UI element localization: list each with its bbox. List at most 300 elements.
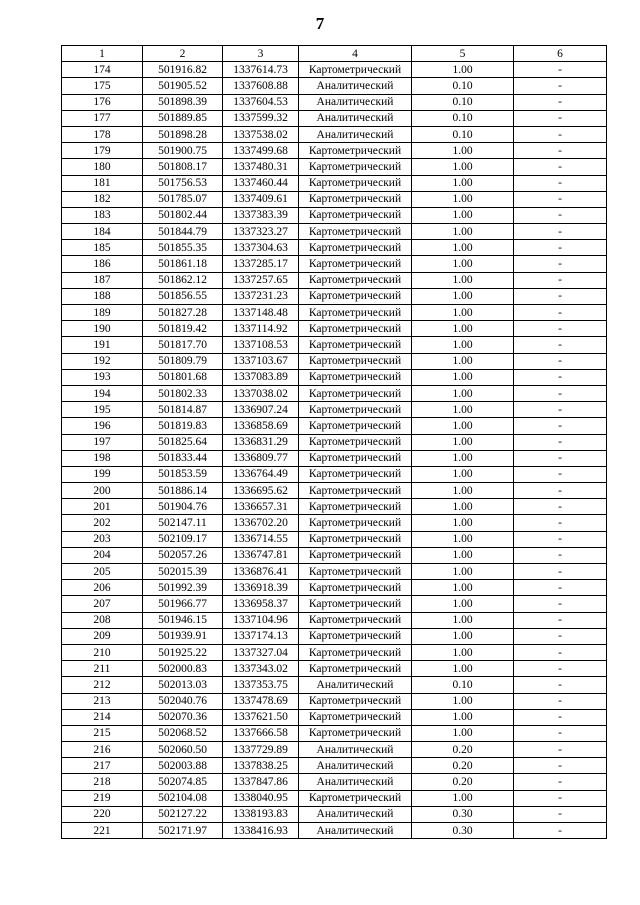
table-row — [62, 385, 607, 401]
point-number-cell: 217 — [62, 758, 143, 774]
accuracy-cell: 1.00 — [412, 143, 514, 159]
accuracy-cell: 1.00 — [412, 790, 514, 806]
x-coordinate-cell: 502013.03 — [143, 677, 223, 693]
method-cell: Картометрический — [299, 580, 412, 596]
y-coordinate-cell: 1337538.02 — [223, 126, 299, 142]
y-coordinate-cell: 1336809.77 — [223, 450, 299, 466]
point-number-cell: 186 — [62, 256, 143, 272]
table-row — [62, 742, 607, 758]
y-coordinate-cell: 1337083.89 — [223, 369, 299, 385]
note-cell: - — [514, 823, 607, 839]
y-coordinate-cell: 1337621.50 — [223, 709, 299, 725]
point-number-cell: 175 — [62, 78, 143, 94]
y-coordinate-cell: 1337383.39 — [223, 207, 299, 223]
method-cell: Картометрический — [299, 369, 412, 385]
method-cell: Картометрический — [299, 515, 412, 531]
table-row — [62, 240, 607, 256]
point-number-cell: 188 — [62, 288, 143, 304]
point-number-cell: 220 — [62, 806, 143, 822]
point-number-cell: 213 — [62, 693, 143, 709]
note-cell: - — [514, 207, 607, 223]
accuracy-cell: 0.30 — [412, 806, 514, 822]
x-coordinate-cell: 501825.64 — [143, 434, 223, 450]
accuracy-cell: 1.00 — [412, 418, 514, 434]
x-coordinate-cell: 501898.28 — [143, 126, 223, 142]
table-row — [62, 725, 607, 741]
x-coordinate-cell: 501814.87 — [143, 402, 223, 418]
point-number-cell: 207 — [62, 596, 143, 612]
y-coordinate-cell: 1336858.69 — [223, 418, 299, 434]
x-coordinate-cell: 501817.70 — [143, 337, 223, 353]
x-coordinate-cell: 502057.26 — [143, 547, 223, 563]
point-number-cell: 202 — [62, 515, 143, 531]
note-cell: - — [514, 709, 607, 725]
y-coordinate-cell: 1338193.83 — [223, 806, 299, 822]
x-coordinate-cell: 502040.76 — [143, 693, 223, 709]
table-row — [62, 450, 607, 466]
column-header: 2 — [143, 46, 223, 62]
note-cell: - — [514, 725, 607, 741]
point-number-cell: 181 — [62, 175, 143, 191]
method-cell: Картометрический — [299, 596, 412, 612]
column-header: 5 — [412, 46, 514, 62]
x-coordinate-cell: 501855.35 — [143, 240, 223, 256]
x-coordinate-cell: 502171.97 — [143, 823, 223, 839]
x-coordinate-cell: 501801.68 — [143, 369, 223, 385]
point-number-cell: 212 — [62, 677, 143, 693]
accuracy-cell: 1.00 — [412, 207, 514, 223]
x-coordinate-cell: 501808.17 — [143, 159, 223, 175]
table-row — [62, 774, 607, 790]
accuracy-cell: 1.00 — [412, 450, 514, 466]
y-coordinate-cell: 1336695.62 — [223, 483, 299, 499]
accuracy-cell: 1.00 — [412, 321, 514, 337]
accuracy-cell: 1.00 — [412, 483, 514, 499]
note-cell: - — [514, 94, 607, 110]
note-cell: - — [514, 369, 607, 385]
accuracy-cell: 1.00 — [412, 709, 514, 725]
accuracy-cell: 1.00 — [412, 159, 514, 175]
method-cell: Картометрический — [299, 466, 412, 482]
note-cell: - — [514, 272, 607, 288]
accuracy-cell: 1.00 — [412, 191, 514, 207]
method-cell: Картометрический — [299, 661, 412, 677]
y-coordinate-cell: 1338416.93 — [223, 823, 299, 839]
x-coordinate-cell: 501785.07 — [143, 191, 223, 207]
y-coordinate-cell: 1337608.88 — [223, 78, 299, 94]
x-coordinate-cell: 501853.59 — [143, 466, 223, 482]
x-coordinate-cell: 501946.15 — [143, 612, 223, 628]
note-cell: - — [514, 256, 607, 272]
note-cell: - — [514, 110, 607, 126]
table-row — [62, 564, 607, 580]
point-number-cell: 216 — [62, 742, 143, 758]
y-coordinate-cell: 1337231.23 — [223, 288, 299, 304]
y-coordinate-cell: 1336747.81 — [223, 547, 299, 563]
accuracy-cell: 0.20 — [412, 758, 514, 774]
x-coordinate-cell: 501886.14 — [143, 483, 223, 499]
note-cell: - — [514, 353, 607, 369]
table-row — [62, 159, 607, 175]
point-number-cell: 214 — [62, 709, 143, 725]
table-row — [62, 790, 607, 806]
point-number-cell: 193 — [62, 369, 143, 385]
point-number-cell: 196 — [62, 418, 143, 434]
x-coordinate-cell: 501939.91 — [143, 628, 223, 644]
accuracy-cell: 1.00 — [412, 531, 514, 547]
table-row — [62, 466, 607, 482]
x-coordinate-cell: 501833.44 — [143, 450, 223, 466]
method-cell: Картометрический — [299, 62, 412, 78]
method-cell: Аналитический — [299, 806, 412, 822]
x-coordinate-cell: 501802.33 — [143, 385, 223, 401]
method-cell: Картометрический — [299, 288, 412, 304]
note-cell: - — [514, 466, 607, 482]
point-number-cell: 185 — [62, 240, 143, 256]
point-number-cell: 192 — [62, 353, 143, 369]
note-cell: - — [514, 337, 607, 353]
method-cell: Картометрический — [299, 159, 412, 175]
method-cell: Картометрический — [299, 337, 412, 353]
method-cell: Картометрический — [299, 272, 412, 288]
x-coordinate-cell: 502070.36 — [143, 709, 223, 725]
method-cell: Картометрический — [299, 499, 412, 515]
method-cell: Аналитический — [299, 677, 412, 693]
method-cell: Картометрический — [299, 612, 412, 628]
y-coordinate-cell: 1337460.44 — [223, 175, 299, 191]
accuracy-cell: 1.00 — [412, 580, 514, 596]
y-coordinate-cell: 1336764.49 — [223, 466, 299, 482]
accuracy-cell: 1.00 — [412, 466, 514, 482]
y-coordinate-cell: 1336714.55 — [223, 531, 299, 547]
note-cell: - — [514, 806, 607, 822]
note-cell: - — [514, 62, 607, 78]
note-cell: - — [514, 790, 607, 806]
note-cell: - — [514, 385, 607, 401]
y-coordinate-cell: 1337847.86 — [223, 774, 299, 790]
note-cell: - — [514, 564, 607, 580]
table-row — [62, 596, 607, 612]
method-cell: Картометрический — [299, 564, 412, 580]
table-row — [62, 321, 607, 337]
note-cell: - — [514, 774, 607, 790]
point-number-cell: 211 — [62, 661, 143, 677]
x-coordinate-cell: 501904.76 — [143, 499, 223, 515]
table-row — [62, 224, 607, 240]
note-cell: - — [514, 531, 607, 547]
note-cell: - — [514, 483, 607, 499]
method-cell: Картометрический — [299, 175, 412, 191]
note-cell: - — [514, 240, 607, 256]
accuracy-cell: 1.00 — [412, 272, 514, 288]
note-cell: - — [514, 596, 607, 612]
x-coordinate-cell: 501802.44 — [143, 207, 223, 223]
method-cell: Картометрический — [299, 224, 412, 240]
y-coordinate-cell: 1337114.92 — [223, 321, 299, 337]
method-cell: Картометрический — [299, 418, 412, 434]
x-coordinate-cell: 501925.22 — [143, 644, 223, 660]
accuracy-cell: 1.00 — [412, 385, 514, 401]
column-header: 6 — [514, 46, 607, 62]
point-number-cell: 208 — [62, 612, 143, 628]
table-row — [62, 175, 607, 191]
note-cell: - — [514, 191, 607, 207]
table-row — [62, 580, 607, 596]
x-coordinate-cell: 501916.82 — [143, 62, 223, 78]
y-coordinate-cell: 1337353.75 — [223, 677, 299, 693]
accuracy-cell: 1.00 — [412, 402, 514, 418]
note-cell: - — [514, 580, 607, 596]
method-cell: Аналитический — [299, 823, 412, 839]
y-coordinate-cell: 1337729.89 — [223, 742, 299, 758]
point-number-cell: 174 — [62, 62, 143, 78]
accuracy-cell: 1.00 — [412, 256, 514, 272]
note-cell: - — [514, 547, 607, 563]
x-coordinate-cell: 501809.79 — [143, 353, 223, 369]
method-cell: Картометрический — [299, 240, 412, 256]
method-cell: Картометрический — [299, 385, 412, 401]
method-cell: Картометрический — [299, 483, 412, 499]
point-number-cell: 191 — [62, 337, 143, 353]
accuracy-cell: 1.00 — [412, 564, 514, 580]
method-cell: Картометрический — [299, 191, 412, 207]
table-row — [62, 78, 607, 94]
note-cell: - — [514, 742, 607, 758]
table-row — [62, 547, 607, 563]
table-row — [62, 126, 607, 142]
point-number-cell: 215 — [62, 725, 143, 741]
accuracy-cell: 1.00 — [412, 240, 514, 256]
table-row — [62, 644, 607, 660]
point-number-cell: 204 — [62, 547, 143, 563]
point-number-cell: 200 — [62, 483, 143, 499]
y-coordinate-cell: 1337478.69 — [223, 693, 299, 709]
point-number-cell: 221 — [62, 823, 143, 839]
y-coordinate-cell: 1337327.04 — [223, 644, 299, 660]
table-row — [62, 709, 607, 725]
point-number-cell: 176 — [62, 94, 143, 110]
x-coordinate-cell: 502147.11 — [143, 515, 223, 531]
y-coordinate-cell: 1336907.24 — [223, 402, 299, 418]
table-row — [62, 661, 607, 677]
table-row — [62, 94, 607, 110]
method-cell: Аналитический — [299, 78, 412, 94]
accuracy-cell: 1.00 — [412, 628, 514, 644]
accuracy-cell: 1.00 — [412, 499, 514, 515]
point-number-cell: 198 — [62, 450, 143, 466]
table-row — [62, 62, 607, 78]
y-coordinate-cell: 1336702.20 — [223, 515, 299, 531]
table-row — [62, 288, 607, 304]
accuracy-cell: 1.00 — [412, 305, 514, 321]
note-cell: - — [514, 612, 607, 628]
point-number-cell: 187 — [62, 272, 143, 288]
accuracy-cell: 1.00 — [412, 353, 514, 369]
note-cell: - — [514, 628, 607, 644]
note-cell: - — [514, 126, 607, 142]
table-row — [62, 758, 607, 774]
x-coordinate-cell: 501756.53 — [143, 175, 223, 191]
y-coordinate-cell: 1337480.31 — [223, 159, 299, 175]
x-coordinate-cell: 502068.52 — [143, 725, 223, 741]
table-row — [62, 515, 607, 531]
table-row — [62, 806, 607, 822]
y-coordinate-cell: 1337148.48 — [223, 305, 299, 321]
y-coordinate-cell: 1337103.67 — [223, 353, 299, 369]
y-coordinate-cell: 1337599.32 — [223, 110, 299, 126]
method-cell: Картометрический — [299, 256, 412, 272]
table-row — [62, 305, 607, 321]
accuracy-cell: 1.00 — [412, 596, 514, 612]
note-cell: - — [514, 402, 607, 418]
table-row — [62, 418, 607, 434]
accuracy-cell: 0.20 — [412, 774, 514, 790]
point-number-cell: 182 — [62, 191, 143, 207]
y-coordinate-cell: 1337285.17 — [223, 256, 299, 272]
method-cell: Картометрический — [299, 790, 412, 806]
point-number-cell: 197 — [62, 434, 143, 450]
point-number-cell: 190 — [62, 321, 143, 337]
y-coordinate-cell: 1337666.58 — [223, 725, 299, 741]
accuracy-cell: 1.00 — [412, 644, 514, 660]
y-coordinate-cell: 1337409.61 — [223, 191, 299, 207]
y-coordinate-cell: 1337343.02 — [223, 661, 299, 677]
x-coordinate-cell: 501861.18 — [143, 256, 223, 272]
accuracy-cell: 1.00 — [412, 661, 514, 677]
point-number-cell: 184 — [62, 224, 143, 240]
table-row — [62, 402, 607, 418]
table-row — [62, 272, 607, 288]
x-coordinate-cell: 501844.79 — [143, 224, 223, 240]
y-coordinate-cell: 1337304.63 — [223, 240, 299, 256]
accuracy-cell: 1.00 — [412, 434, 514, 450]
x-coordinate-cell: 501819.42 — [143, 321, 223, 337]
note-cell: - — [514, 677, 607, 693]
table-row — [62, 531, 607, 547]
y-coordinate-cell: 1337108.53 — [223, 337, 299, 353]
accuracy-cell: 0.10 — [412, 78, 514, 94]
point-number-cell: 179 — [62, 143, 143, 159]
x-coordinate-cell: 502074.85 — [143, 774, 223, 790]
y-coordinate-cell: 1336657.31 — [223, 499, 299, 515]
method-cell: Картометрический — [299, 644, 412, 660]
y-coordinate-cell: 1336918.39 — [223, 580, 299, 596]
point-number-cell: 206 — [62, 580, 143, 596]
accuracy-cell: 1.00 — [412, 612, 514, 628]
x-coordinate-cell: 501992.39 — [143, 580, 223, 596]
accuracy-cell: 0.10 — [412, 126, 514, 142]
y-coordinate-cell: 1337838.25 — [223, 758, 299, 774]
table-row — [62, 483, 607, 499]
column-header: 3 — [223, 46, 299, 62]
x-coordinate-cell: 502060.50 — [143, 742, 223, 758]
x-coordinate-cell: 502000.83 — [143, 661, 223, 677]
y-coordinate-cell: 1337499.68 — [223, 143, 299, 159]
y-coordinate-cell: 1337174.13 — [223, 628, 299, 644]
x-coordinate-cell: 502003.88 — [143, 758, 223, 774]
point-number-cell: 219 — [62, 790, 143, 806]
accuracy-cell: 0.10 — [412, 110, 514, 126]
accuracy-cell: 1.00 — [412, 369, 514, 385]
x-coordinate-cell: 501827.28 — [143, 305, 223, 321]
note-cell: - — [514, 644, 607, 660]
point-number-cell: 218 — [62, 774, 143, 790]
y-coordinate-cell: 1337038.02 — [223, 385, 299, 401]
x-coordinate-cell: 501862.12 — [143, 272, 223, 288]
point-number-cell: 180 — [62, 159, 143, 175]
note-cell: - — [514, 661, 607, 677]
accuracy-cell: 0.10 — [412, 677, 514, 693]
coordinates-table — [61, 45, 607, 839]
note-cell: - — [514, 450, 607, 466]
method-cell: Картометрический — [299, 709, 412, 725]
table-row — [62, 369, 607, 385]
point-number-cell: 189 — [62, 305, 143, 321]
accuracy-cell: 0.20 — [412, 742, 514, 758]
method-cell: Картометрический — [299, 628, 412, 644]
x-coordinate-cell: 501819.83 — [143, 418, 223, 434]
point-number-cell: 201 — [62, 499, 143, 515]
point-number-cell: 210 — [62, 644, 143, 660]
y-coordinate-cell: 1337323.27 — [223, 224, 299, 240]
table-row — [62, 353, 607, 369]
table-row — [62, 207, 607, 223]
accuracy-cell: 1.00 — [412, 175, 514, 191]
method-cell: Картометрический — [299, 305, 412, 321]
table-row — [62, 434, 607, 450]
method-cell: Картометрический — [299, 693, 412, 709]
x-coordinate-cell: 502104.08 — [143, 790, 223, 806]
table-row — [62, 143, 607, 159]
note-cell: - — [514, 175, 607, 191]
x-coordinate-cell: 501856.55 — [143, 288, 223, 304]
page-number: 7 — [315, 14, 325, 33]
method-cell: Картометрический — [299, 402, 412, 418]
note-cell: - — [514, 288, 607, 304]
table-row — [62, 693, 607, 709]
note-cell: - — [514, 321, 607, 337]
method-cell: Картометрический — [299, 207, 412, 223]
method-cell: Картометрический — [299, 143, 412, 159]
point-number-cell: 199 — [62, 466, 143, 482]
accuracy-cell: 1.00 — [412, 693, 514, 709]
point-number-cell: 209 — [62, 628, 143, 644]
note-cell: - — [514, 305, 607, 321]
x-coordinate-cell: 501966.77 — [143, 596, 223, 612]
method-cell: Аналитический — [299, 758, 412, 774]
accuracy-cell: 1.00 — [412, 288, 514, 304]
point-number-cell: 183 — [62, 207, 143, 223]
x-coordinate-cell: 502015.39 — [143, 564, 223, 580]
x-coordinate-cell: 502109.17 — [143, 531, 223, 547]
table-row — [62, 337, 607, 353]
note-cell: - — [514, 434, 607, 450]
y-coordinate-cell: 1336831.29 — [223, 434, 299, 450]
note-cell: - — [514, 159, 607, 175]
table-header-row — [62, 46, 607, 62]
point-number-cell: 203 — [62, 531, 143, 547]
x-coordinate-cell: 501898.39 — [143, 94, 223, 110]
y-coordinate-cell: 1338040.95 — [223, 790, 299, 806]
y-coordinate-cell: 1337604.53 — [223, 94, 299, 110]
accuracy-cell: 1.00 — [412, 62, 514, 78]
method-cell: Аналитический — [299, 774, 412, 790]
accuracy-cell: 1.00 — [412, 725, 514, 741]
note-cell: - — [514, 224, 607, 240]
method-cell: Аналитический — [299, 126, 412, 142]
accuracy-cell: 1.00 — [412, 515, 514, 531]
column-header: 1 — [62, 46, 143, 62]
